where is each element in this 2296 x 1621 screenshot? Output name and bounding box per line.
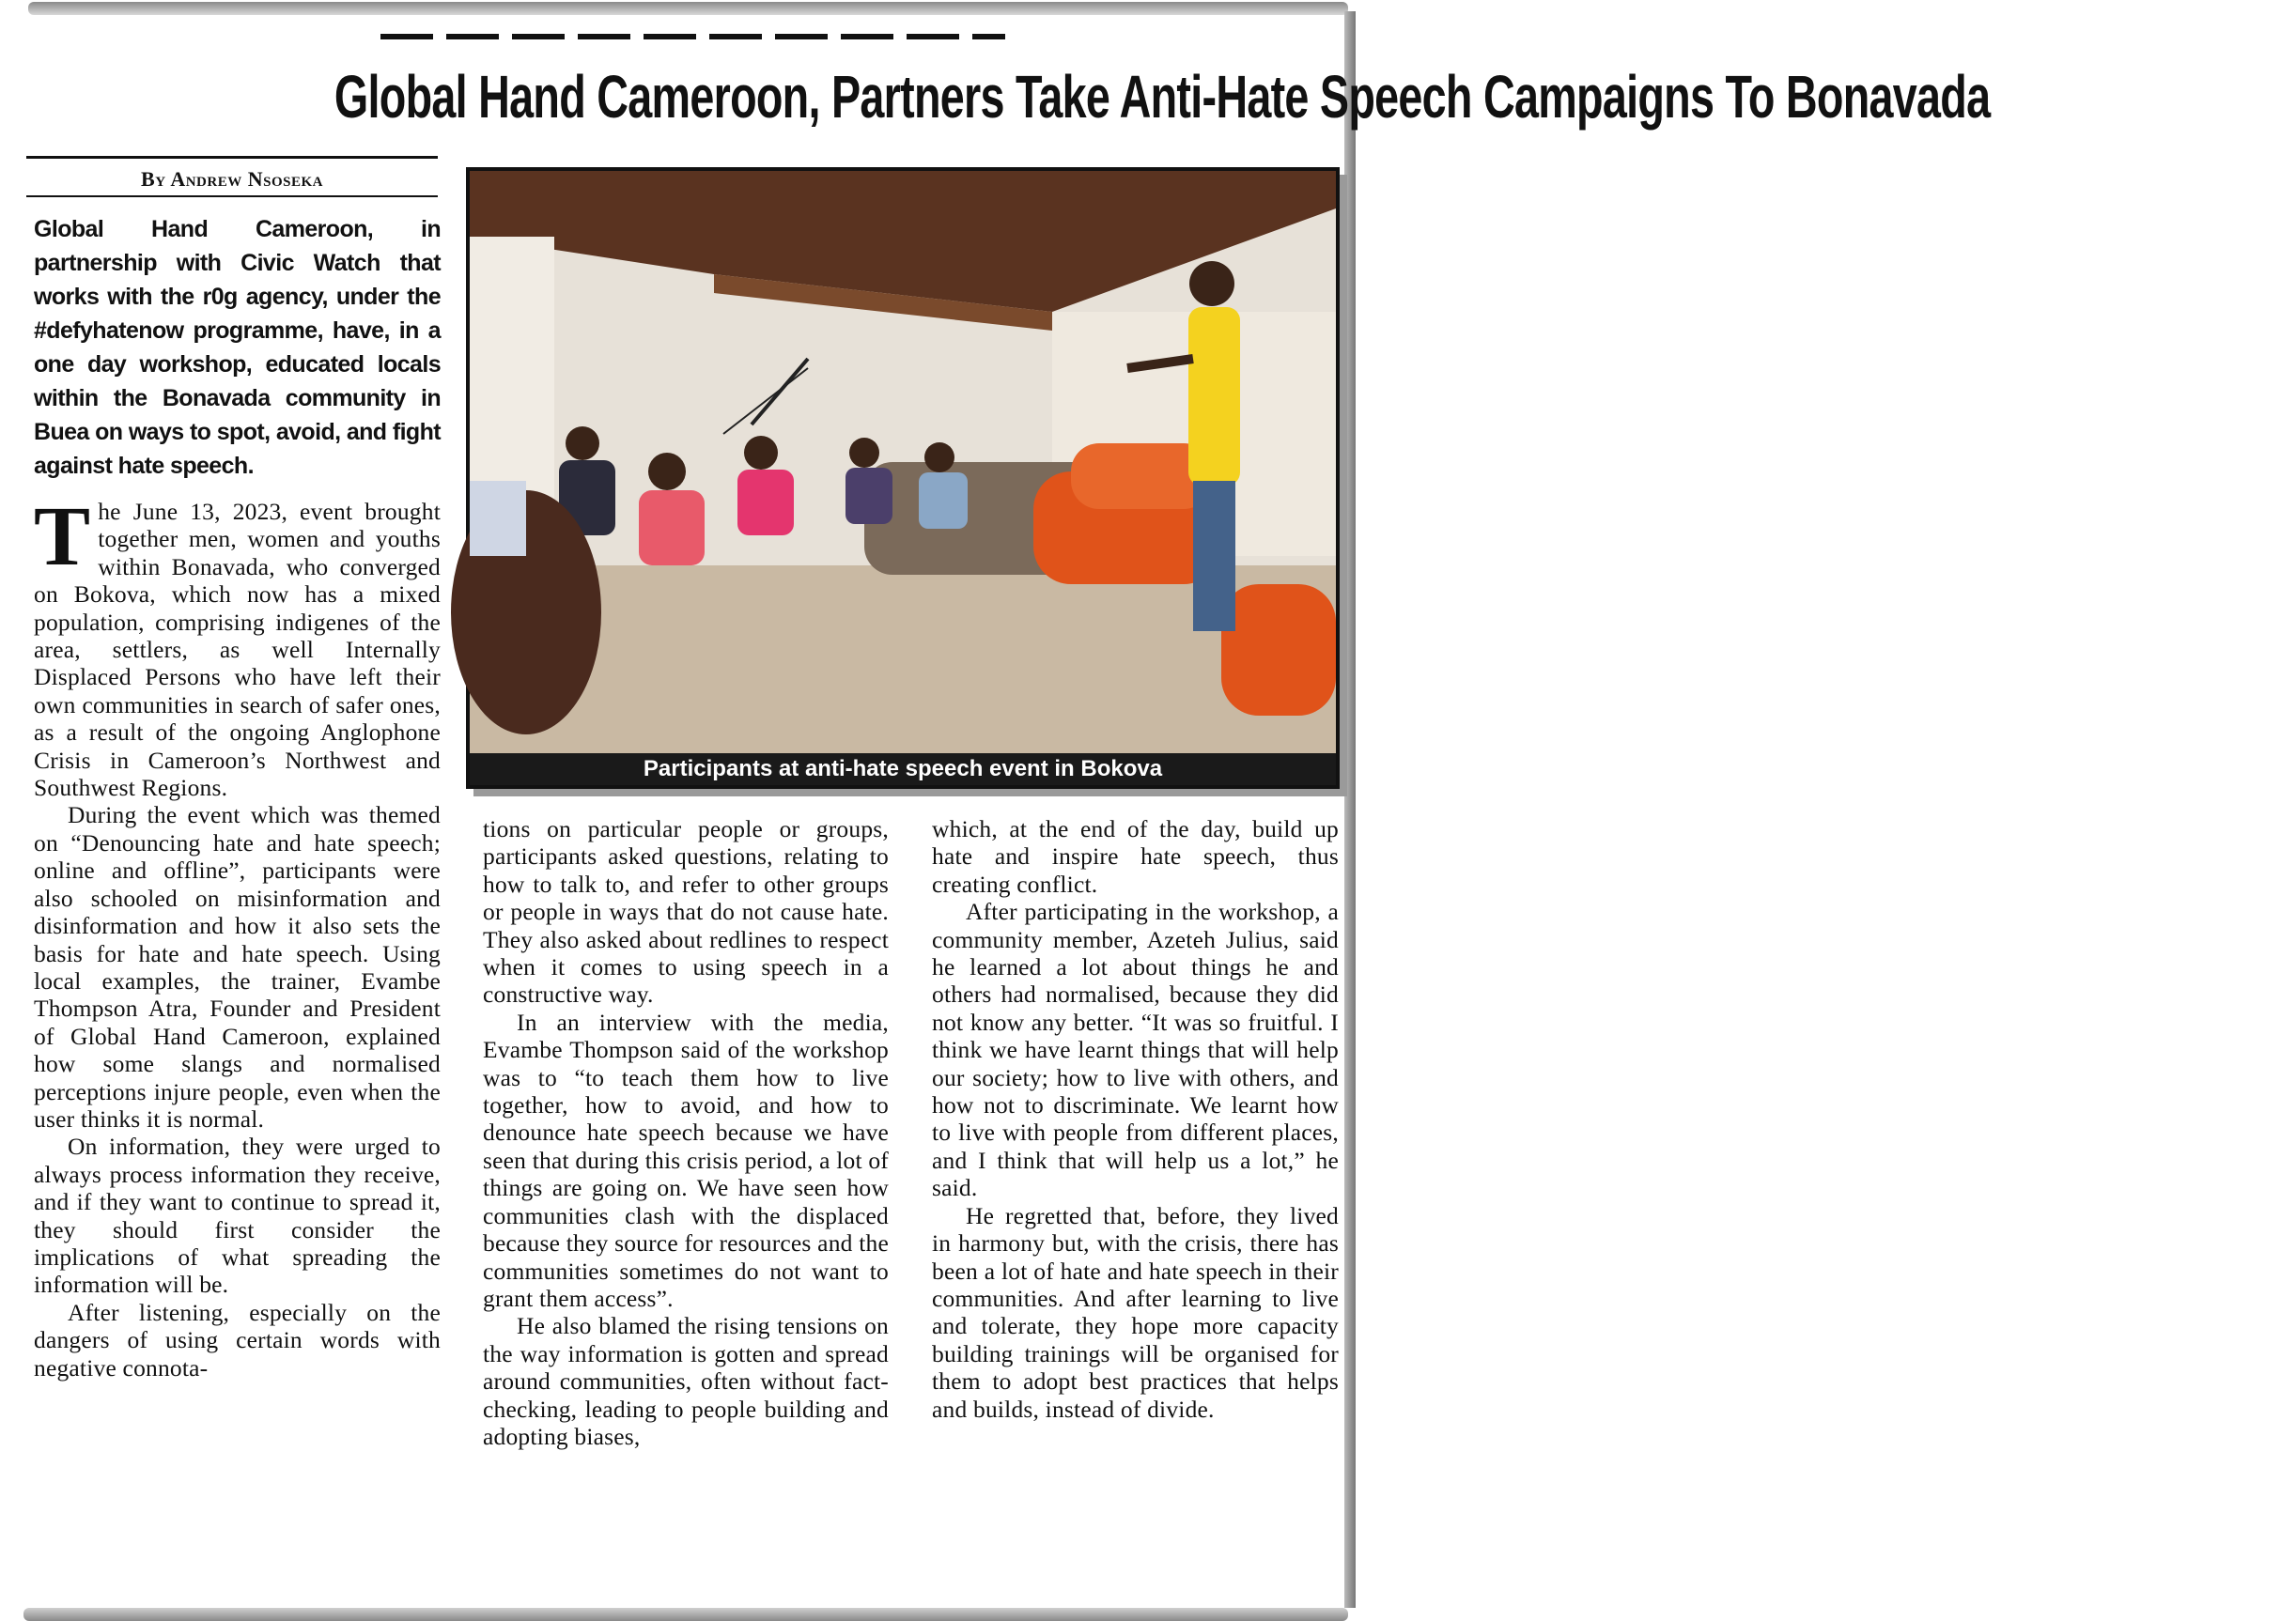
- paragraph: He also blamed the rising tensions on the way information is gotten and spread around communities, often without fact-checking, leading to people building and adopting biases,: [483, 1312, 889, 1450]
- page-shadow-right: [1344, 11, 1356, 1608]
- lead-paragraph: Global Hand Cameroon, in partnership with Civic Watch that works with the r0g agency, under the #defyhatenow programme, have, in a one day workshop, educated locals within the Bonavada community in Buea on ways to spot, avoid, and fight against hate speech.: [34, 216, 441, 479]
- paragraph: which, at the end of the day, build up hate and inspire hate speech, thus creating conflict.: [932, 815, 1339, 898]
- paragraph: He regretted that, before, they lived in harmony but, with the crisis, there has been a lot of hate and hate speech in their communities. And after learning to live and tolerate, they hope more capacity building trainings will be organised for them to adopt best practices that helps and builds, instead of divide.: [932, 1201, 1339, 1423]
- headline-text: Global Hand Cameroon, Partners Take Anti-Hate Speech Campaigns To Bonavada: [334, 63, 1991, 131]
- paragraph: During the event which was themed on “Denouncing hate and hate speech; online and offline”, participants were also schooled on misinformation and disinformation and how it also sets the basis for hate and hate speech. Using local examples, the trainer, Evambe Thompson Atra, Founder and President of Global Hand Cameroon, explained how some slangs and normalised perceptions injure people, even when the user thinks it is normal.: [34, 801, 441, 1133]
- column-2: [483, 815, 889, 1450]
- column-3: [932, 815, 1339, 1423]
- page-shadow-top: [28, 2, 1348, 15]
- drop-cap: T: [34, 490, 91, 583]
- headline: [28, 45, 1991, 148]
- workshop-photo-illustration: [470, 171, 1336, 753]
- byline: By Andrew Nsoseka: [26, 156, 438, 197]
- column-1: [34, 490, 441, 1382]
- top-rule: [380, 34, 1005, 39]
- paragraph: tions on particular people or groups, participants asked questions, relating to how to talk to, and refer to other groups or people in ways that do not cause hate. They also asked about redlines to respect when it comes to using speech in a constructive way.: [483, 815, 889, 1009]
- page-shadow-bottom: [23, 1608, 1348, 1621]
- photo-caption: Participants at anti-hate speech event in Bokova: [470, 753, 1336, 785]
- article-photo: [466, 167, 1340, 789]
- paragraph: On information, they were urged to always process information they receive, and if they want to continue to spread it, they should first consider the implications of what spreading the information will be.: [34, 1133, 441, 1299]
- paragraph: [34, 490, 441, 802]
- paragraph: In an interview with the media, Evambe Thompson said of the workshop was to “to teach them how to live together, how to avoid, and how to denounce hate speech because we have seen that during this crisis period, a lot of things are going on. We have seen how communities clash with the displaced because they source for resources and the communities sometimes do not want to grant them access”.: [483, 1008, 889, 1312]
- paragraph-text: he June 13, 2023, event brought together men, women and youths within Bonavada, who converged on Bokova, which now has a mixed population, comprising indigenes of the area, settlers, as well Internally Displaced Persons who have left their own communities in search of safer ones, as a result of the ongoing Anglophone Crisis in Cameroon’s Northwest and Southwest Regions.: [34, 498, 441, 802]
- paragraph: After listening, especially on the dangers of using certain words with negative connota-: [34, 1298, 441, 1382]
- paragraph: After participating in the workshop, a community member, Azeteh Julius, said he learned a lot about things he and others had normalised, because they did not know any better. “It was so fruitful. I think we have learnt things that will help our society; how to live with others, and how not to discriminate. We learnt how to live with people from different places, and I think that will help us a lot,” he said.: [932, 898, 1339, 1202]
